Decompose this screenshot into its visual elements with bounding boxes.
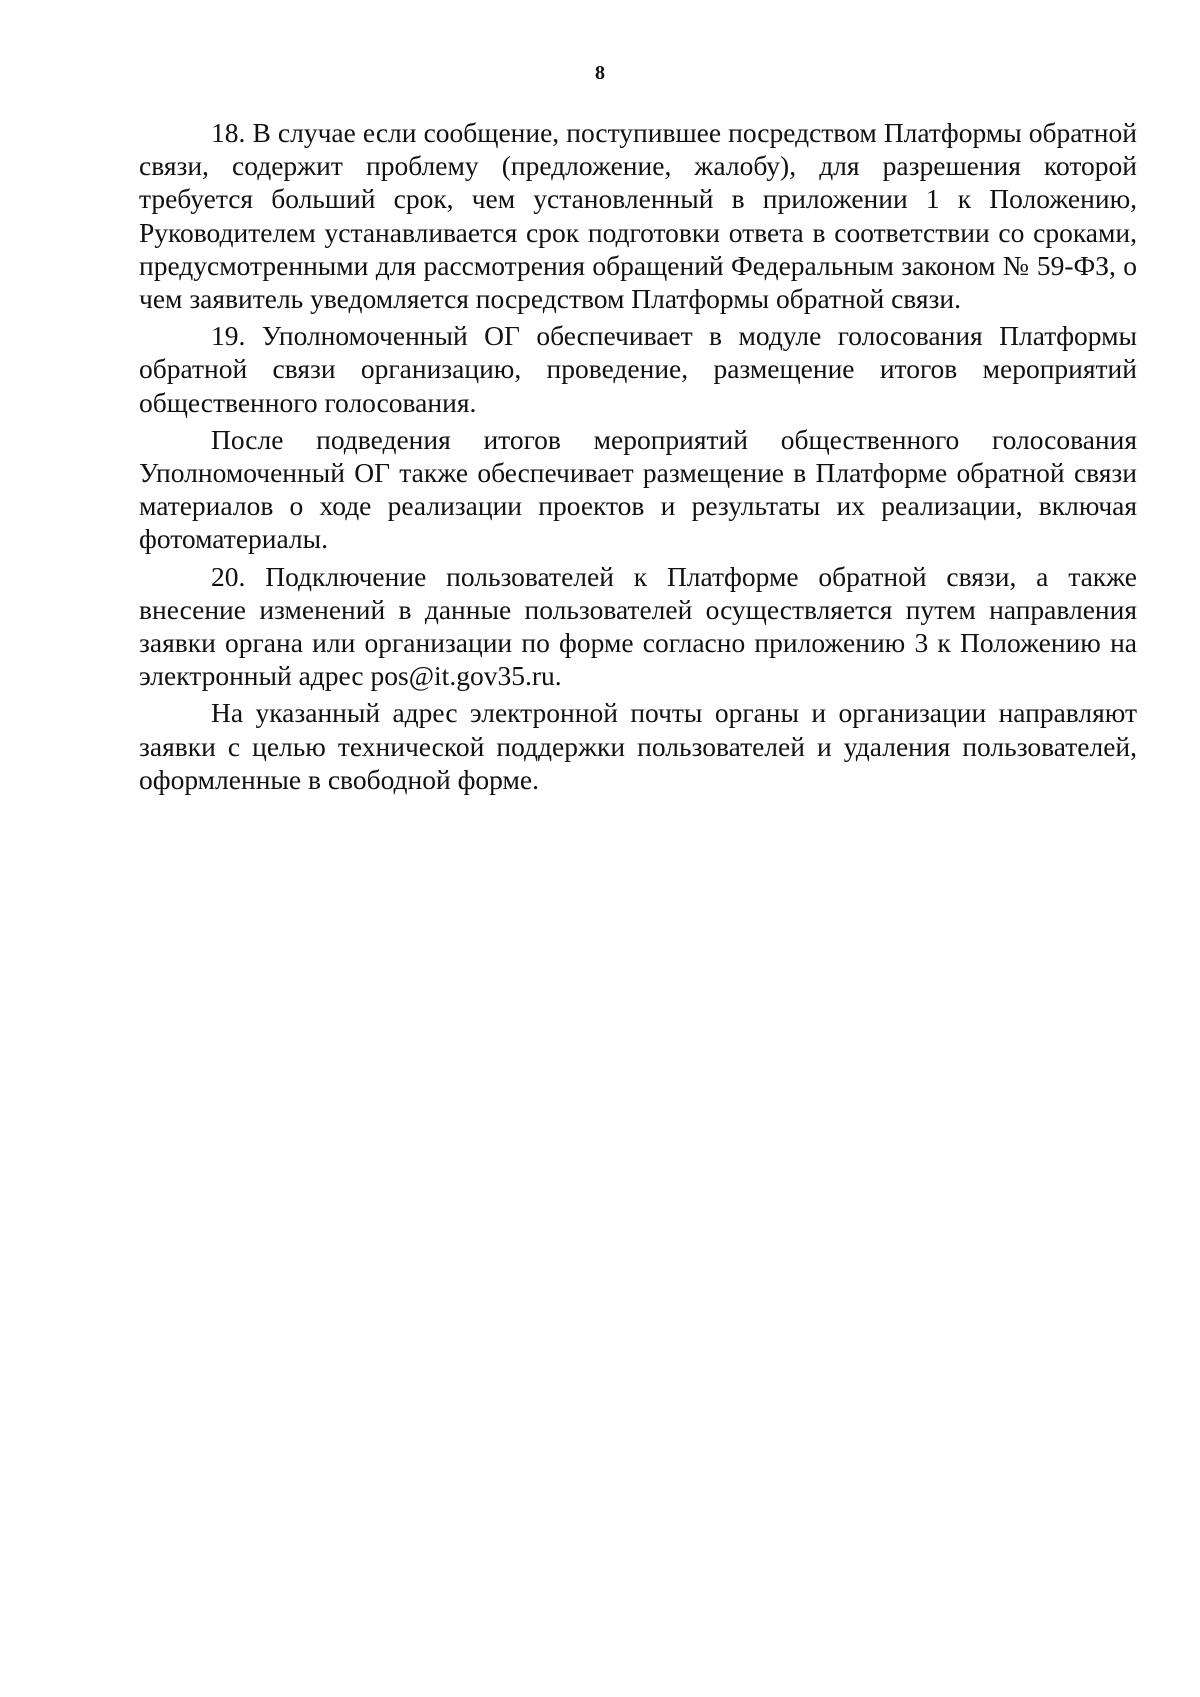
paragraph-19: 19. Уполномоченный ОГ обеспечивает в модуле голосования Платформы обратной связи организацию, проведение, размещение итогов мероприятий общественного голосования.	[139, 320, 1137, 418]
page-number: 8	[595, 62, 605, 84]
document-body	[139, 116, 1137, 796]
paragraph-20: 20. Подключение пользователей к Платформе обратной связи, а также внесение изменений в данные пользователей осуществляется путем направления заявки органа или организации по форме согласно приложению 3 к Положению на электронный адрес pos@it.gov35.ru.	[139, 560, 1137, 692]
paragraph-19-continuation: После подведения итогов мероприятий общественного голосования Уполномоченный ОГ также обеспечивает размещение в Платформе обратной связи материалов о ходе реализации проектов и результаты их реализации, включая фотоматериалы.	[139, 423, 1137, 555]
paragraph-18: 18. В случае если сообщение, поступившее посредством Платформы обратной связи, содержит проблему (предложение, жалобу), для разрешения которой требуется больший срок, чем установленный в приложении 1 к Положению, Руководителем устанавливается срок подготовки ответа в соответствии со сроками, предусмотренными для рассмотрения обращений Федеральным законом № 59-ФЗ, о чем заявитель уведомляется посредством Платформы обратной связи.	[139, 117, 1137, 315]
paragraph-20-continuation: На указанный адрес электронной почты органы и организации направляют заявки с целью технической поддержки пользователей и удаления пользователей, оформленные в свободной форме.	[139, 697, 1137, 795]
